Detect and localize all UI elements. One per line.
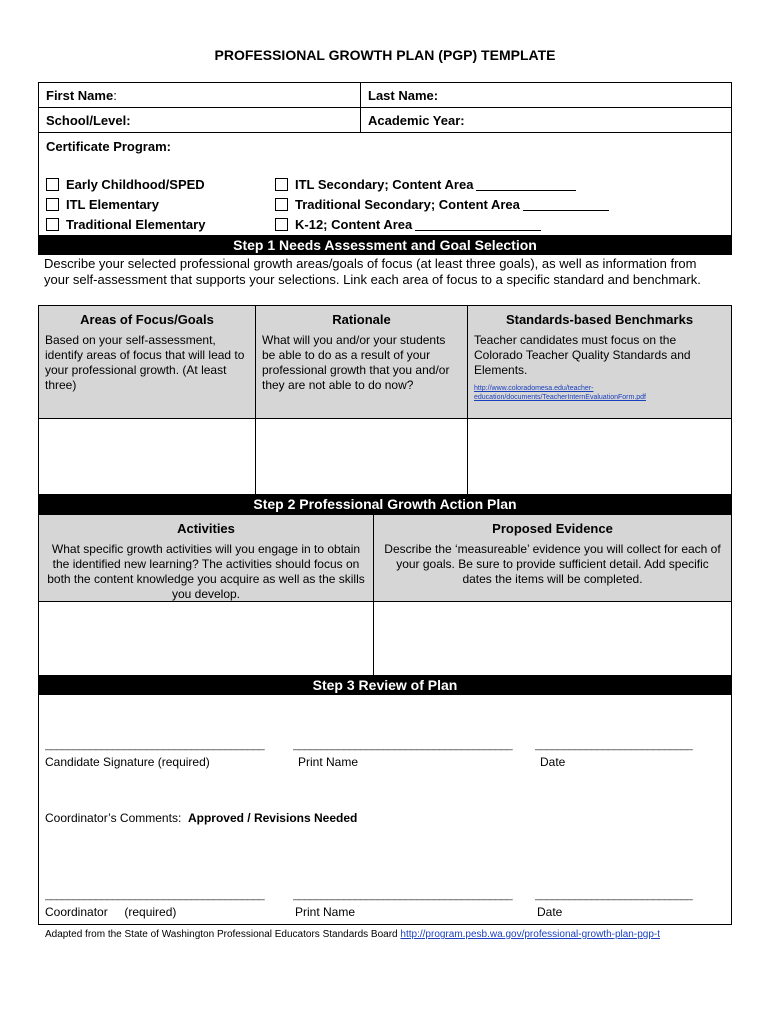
col-text: Describe the ‘measureable’ evidence you will collect for each of your goals. Be sure to provide sufficient detail. Add specific dates the items will be completed. [384, 542, 721, 586]
name-row [38, 82, 732, 132]
step2-bar: Step 2 Professional Growth Action Plan [38, 495, 732, 514]
footer [45, 929, 660, 940]
coordinator-print-name-label: Print Name [295, 905, 356, 919]
coordinator-label [45, 905, 176, 919]
coordinator-comments-label: Coordinator’s Comments: [45, 811, 182, 825]
footer-text: Adapted from the State of Washington Professional Educators Standards Board [45, 929, 398, 940]
first-name-colon: : [113, 88, 117, 103]
rationale-entry-cell[interactable] [256, 419, 468, 494]
col-text: Teacher candidates must focus on the Colorado Teacher Quality Standards and Elements. [474, 333, 691, 377]
col-header: Standards-based Benchmarks [505, 312, 694, 327]
certificate-program-section [38, 132, 732, 236]
coordinator-date-label: Date [537, 905, 563, 919]
print-name-label: Print Name [298, 755, 359, 769]
checkbox[interactable] [275, 218, 288, 231]
date-label: Date [540, 755, 566, 769]
last-name-field[interactable] [361, 83, 731, 107]
activities-entry-cell[interactable] [39, 602, 374, 675]
col-text: What will you and/or your students be able to do as a result of your professional growth that you and/or they are not able to do now? [262, 333, 450, 392]
checkbox[interactable] [46, 178, 59, 191]
step1-bar: Step 1 Needs Assessment and Goal Selection [38, 236, 732, 255]
checkbox[interactable] [46, 218, 59, 231]
coordinator-date-line[interactable]: ____________________________ [535, 889, 693, 901]
benchmarks-entry-cell[interactable] [468, 419, 731, 494]
evidence-entry-cell[interactable] [374, 602, 731, 675]
checkbox[interactable] [275, 198, 288, 211]
option-label: K-12; Content Area [295, 217, 413, 232]
step1-col-benchmarks [468, 306, 731, 419]
step2-col-activities [39, 515, 374, 602]
footer-link[interactable]: http://program.pesb.wa.gov/professional-growth-plan-pgp-t [400, 929, 660, 940]
page-title: PROFESSIONAL GROWTH PLAN (PGP) TEMPLATE [214, 47, 556, 63]
col-text: Based on your self-assessment, identify areas of focus that will lead to your professional growth. (At least three) [45, 333, 245, 392]
school-level-label: School/Level: [46, 113, 131, 128]
col-header: Areas of Focus/Goals [80, 312, 214, 327]
date-line[interactable]: ____________________________ [535, 739, 693, 751]
coordinator-text: Coordinator [45, 905, 108, 919]
option-label: ITL Elementary [66, 197, 159, 212]
option-early-childhood[interactable] [46, 177, 205, 192]
option-traditional-secondary[interactable] [275, 197, 609, 212]
option-label: Traditional Elementary [66, 217, 206, 232]
col-header: Proposed Evidence [492, 521, 613, 536]
option-label: Traditional Secondary; Content Area [295, 197, 520, 212]
step1-col-rationale [256, 306, 468, 419]
academic-year-field[interactable] [361, 108, 731, 132]
option-itl-elementary[interactable] [46, 197, 159, 212]
step1-table [38, 305, 732, 495]
last-name-label: Last Name: [368, 88, 439, 103]
coordinator-comments [45, 811, 357, 825]
step3-review-box [38, 695, 732, 925]
candidate-signature-line[interactable]: _______________________________________ [45, 739, 265, 751]
certificate-program-label: Certificate Program: [46, 139, 171, 154]
option-label: ITL Secondary; Content Area [295, 177, 474, 192]
benchmark-link[interactable]: http://www.coloradomesa.edu/teacher-education/documents/TeacherInternEvaluationForm.pdf [474, 385, 646, 401]
first-name-field[interactable] [39, 83, 361, 107]
col-header: Rationale [332, 312, 391, 327]
option-label: Early Childhood/SPED [66, 177, 205, 192]
step1-description: Describe your selected professional growth areas/goals of focus (at least three goals), as well as information from your self-assessment that supports your selections. Link each area of focus to a specific standard and benchmark. [44, 256, 701, 287]
approval-status[interactable]: Approved / Revisions Needed [187, 811, 358, 825]
step1-col-areas [39, 306, 256, 419]
content-area-blank[interactable] [476, 178, 576, 191]
areas-entry-cell[interactable] [39, 419, 256, 494]
coordinator-print-name-line[interactable]: _______________________________________ [293, 889, 513, 901]
col-text: What specific growth activities will you engage in to obtain the identified new learning? The activities should focus on both the content knowledge you acquire as well as the skills you develop. [47, 542, 365, 601]
coordinator-signature-line[interactable]: _______________________________________ [45, 889, 265, 901]
content-area-blank[interactable] [415, 218, 541, 231]
checkbox[interactable] [275, 178, 288, 191]
option-itl-secondary[interactable] [275, 177, 576, 192]
print-name-line[interactable]: _______________________________________ [293, 739, 513, 751]
first-name-label: First Name [46, 88, 114, 103]
option-k12[interactable] [275, 217, 541, 232]
content-area-blank[interactable] [523, 198, 609, 211]
option-traditional-elementary[interactable] [46, 217, 205, 232]
candidate-signature-label: Candidate Signature (required) [45, 755, 210, 769]
checkbox[interactable] [46, 198, 59, 211]
step2-table [38, 514, 732, 676]
col-header: Activities [177, 521, 235, 536]
step2-col-evidence [374, 515, 731, 602]
step3-bar: Step 3 Review of Plan [38, 676, 732, 695]
academic-year-label: Academic Year: [368, 113, 465, 128]
coordinator-required: (required) [124, 905, 177, 919]
school-level-field[interactable] [39, 108, 361, 132]
